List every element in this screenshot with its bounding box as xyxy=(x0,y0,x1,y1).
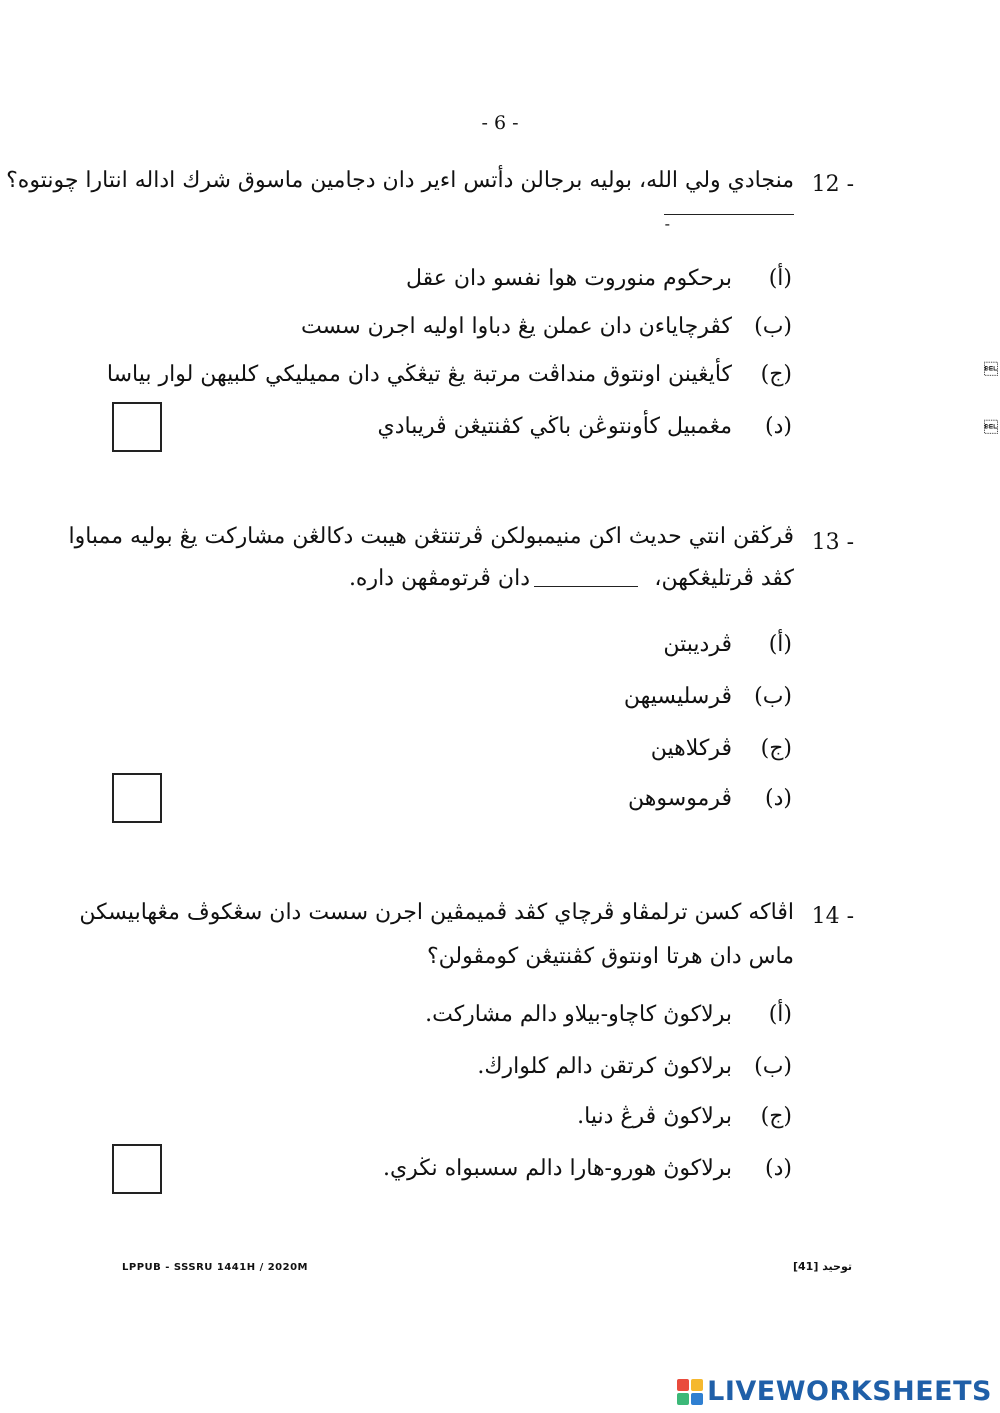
q13-option-c: ڤركلاهين xyxy=(650,736,732,761)
question-14-number: 14 - xyxy=(811,904,854,929)
logo-mark-icon xyxy=(677,1379,703,1405)
edge-mark-top:  xyxy=(984,362,998,378)
q14-option-b-letter: (ب) xyxy=(754,1054,792,1079)
q14-option-c: برلاكوڽ ڤرڠ دنيا. xyxy=(577,1104,732,1129)
q14-option-a: برلاكوڽ كاچاو-بيلاو دالم مشاركت. xyxy=(425,1002,732,1027)
q12-option-b-letter: (ب) xyxy=(754,314,792,339)
q14-option-d: برلاكوڽ هورو-هارا دالم سسبواه نڬري. xyxy=(382,1156,732,1181)
q12-answer-box[interactable] xyxy=(112,402,162,452)
q12-option-d: مڠمبيل كأونتوڠن باڬي كڤنتيڠن ڤريبادي xyxy=(377,414,732,439)
q12-option-b: كڤرچاياءن دان عملن يڠ دباوا اوليه اجرن سست xyxy=(301,314,732,339)
question-12-blank xyxy=(664,214,794,215)
question-12-number: 12 - xyxy=(811,172,854,197)
edge-mark-bottom:  xyxy=(984,420,998,436)
q13-option-c-letter: (ج) xyxy=(760,736,792,761)
question-13-text-line-1: ڤرڬقن انتي حديث اكن منيمبولكن ڤرتنتڠن هيبت دكالڠن مشاركت يڠ بوليه ممباوا xyxy=(68,524,794,549)
question-14-text-line-1: اڤاكه كسن ترلمڤاو ڤرچاي كڤد ڤميمڤين اجرن سست دان سڠكوڤ مڠهابيسكن xyxy=(79,900,794,925)
question-13-blank xyxy=(534,568,638,587)
q13-option-a-letter: (أ) xyxy=(768,632,792,657)
q14-option-c-letter: (ج) xyxy=(760,1104,792,1129)
question-12-tail: - xyxy=(664,214,670,233)
q13-option-b-letter: (ب) xyxy=(754,684,792,709)
logo-text: LIVEWORKSHEETS xyxy=(707,1376,992,1407)
question-14-text-line-2: ماس دان هرتا اونتوق كڤنتيڠن كومڤولن؟ xyxy=(427,944,794,969)
footer-code: LPPUB - SSSRU 1441H / 2020M xyxy=(122,1262,308,1273)
q12-option-c: كأيڠينن اونتوق منداڤت مرتبة يڠ تيڠڬي دان مميليكي كلبيهن لوار بياسا xyxy=(106,362,732,387)
q12-option-a-letter: (أ) xyxy=(768,266,792,291)
q14-option-d-letter: (د) xyxy=(765,1156,792,1181)
question-13-number: 13 - xyxy=(811,530,854,555)
question-12-text: منجادي ولي الله، بوليه برجالن دأتس اءير دان دجامين ماسوق شرك اداله انتارا چونتوه؟ xyxy=(6,168,794,193)
question-13-text-line-2b: دان ڤرتومڤهن داره. xyxy=(348,566,530,591)
q12-option-d-letter: (د) xyxy=(765,414,792,439)
q13-option-b: ڤرسليسيهن xyxy=(623,684,732,709)
q14-option-b: برلاكوڽ كرتقن دالم كلوارڬ. xyxy=(477,1054,732,1079)
q14-option-a-letter: (أ) xyxy=(768,1002,792,1027)
page-number: - 6 - xyxy=(481,112,519,134)
q12-option-a: برحكوم منوروت هوا نفسو دان عقل xyxy=(405,266,732,291)
liveworksheets-logo xyxy=(677,1376,992,1407)
footer-subject: توحيد [41] xyxy=(793,1260,852,1273)
q14-answer-box[interactable] xyxy=(112,1144,162,1194)
q12-option-c-letter: (ج) xyxy=(760,362,792,387)
q13-option-d: ڤرموسوهن xyxy=(628,786,732,811)
q13-option-a: ڤرديبتن xyxy=(663,632,732,657)
q13-answer-box[interactable] xyxy=(112,773,162,823)
question-13-text-line-2a: كڤد ڤرتليڠكهن، xyxy=(654,566,794,591)
q13-option-d-letter: (د) xyxy=(765,786,792,811)
